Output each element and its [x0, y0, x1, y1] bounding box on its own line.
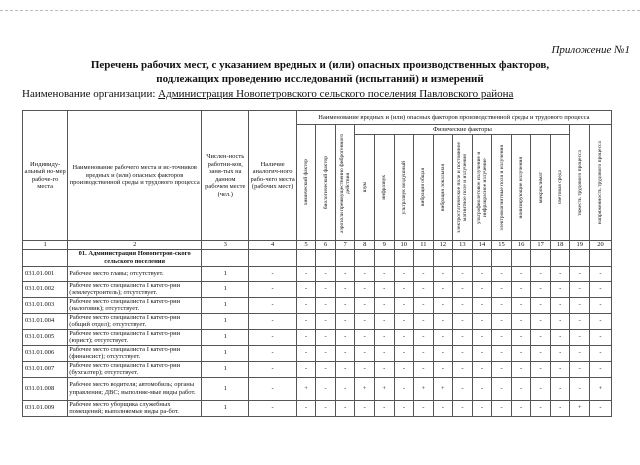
row-factor-value: -	[453, 345, 473, 361]
row-factor-value: -	[589, 266, 611, 281]
row-name: Рабочее место специалиста I катего-рии (общий отдел); отсутствует.	[68, 313, 202, 329]
column-number: 20	[589, 241, 611, 250]
row-count: 1	[202, 281, 249, 297]
row-factor-value: -	[374, 329, 394, 345]
row-factor-value: -	[472, 266, 492, 281]
column-number: 19	[570, 241, 590, 250]
header-count: Числен-ность работни-ков, заня-тых на данном рабочем месте (чел.)	[202, 111, 249, 241]
row-factor-value: -	[394, 297, 414, 313]
row-factor-value: -	[570, 361, 590, 377]
row-name: Рабочее место специалиста I катего-рии (финансист); отсутствует.	[68, 345, 202, 361]
row-factor-value: -	[374, 313, 394, 329]
row-factor-value: -	[296, 329, 316, 345]
row-name: Рабочее место специалиста I катего-рии (налоговик); отсутствует.	[68, 297, 202, 313]
row-factor-value: -	[316, 329, 336, 345]
row-factor-value: -	[492, 377, 512, 400]
row-factor-value: -	[433, 266, 453, 281]
row-factor-value: -	[335, 377, 355, 400]
row-code: 031.01.001	[23, 266, 68, 281]
row-factor-value: -	[355, 361, 375, 377]
row-factor-value: +	[433, 377, 453, 400]
row-factor-value: +	[355, 377, 375, 400]
row-factor-value: -	[249, 266, 296, 281]
row-factor-value: -	[550, 281, 570, 297]
row-factor-value: -	[249, 400, 296, 416]
row-factor-value: -	[570, 313, 590, 329]
table-row	[23, 361, 612, 377]
row-factor-value: -	[355, 400, 375, 416]
row-factor-value: -	[453, 377, 473, 400]
row-factor-value: -	[316, 297, 336, 313]
row-factor-value: -	[589, 297, 611, 313]
row-factor-value: -	[531, 329, 551, 345]
row-name: Рабочее место специалиста I катего-рии (юрист); отсутствует.	[68, 329, 202, 345]
row-factor-value: -	[433, 361, 453, 377]
row-factor-value: -	[414, 345, 434, 361]
row-factor-value: -	[550, 400, 570, 416]
row-code: 031.01.007	[23, 361, 68, 377]
row-count: 1	[202, 266, 249, 281]
row-factor-value: -	[570, 266, 590, 281]
row-factor-value: +	[570, 400, 590, 416]
table-row	[23, 266, 612, 281]
row-factor-value: -	[511, 266, 531, 281]
row-factor-value: -	[550, 377, 570, 400]
row-factor-value: -	[335, 345, 355, 361]
row-count: 1	[202, 400, 249, 416]
row-factor-value: -	[570, 377, 590, 400]
section-row	[23, 249, 612, 266]
page-edge-line	[0, 10, 640, 11]
row-factor-value: -	[394, 329, 414, 345]
row-factor-value: -	[472, 297, 492, 313]
column-number: 9	[374, 241, 394, 250]
header-chemical: химический фактор	[303, 159, 310, 206]
row-factor-value: -	[589, 329, 611, 345]
row-factor-value: -	[249, 377, 296, 400]
column-number: 5	[296, 241, 316, 250]
workplaces-table	[22, 110, 612, 417]
row-code: 031.01.004	[23, 313, 68, 329]
row-factor-value: -	[296, 345, 316, 361]
row-factor-value: -	[453, 313, 473, 329]
row-name: Рабочее место специалиста I катего-рии (землеустроитель); отсутствует.	[68, 281, 202, 297]
row-factor-value: -	[374, 345, 394, 361]
row-factor-value: -	[531, 281, 551, 297]
row-factor-value: -	[492, 266, 512, 281]
column-number: 12	[433, 241, 453, 250]
row-code: 031.01.005	[23, 329, 68, 345]
row-factor-value: -	[550, 345, 570, 361]
row-factor-value: -	[249, 361, 296, 377]
header-severity: тяжесть трудового процесса	[576, 149, 583, 216]
row-factor-value: -	[249, 345, 296, 361]
row-factor-value: -	[550, 361, 570, 377]
row-factor-value: -	[492, 313, 512, 329]
row-factor-value: -	[570, 297, 590, 313]
header-physical-col: вибрация локальная	[439, 163, 446, 212]
row-factor-value: -	[296, 266, 316, 281]
column-number: 6	[316, 241, 336, 250]
row-factor-value: -	[249, 281, 296, 297]
row-factor-value: -	[355, 266, 375, 281]
row-factor-value: -	[433, 281, 453, 297]
row-factor-value: -	[492, 361, 512, 377]
header-aerosols: аэрозоли преимущественно фиброгенного действия	[339, 132, 352, 233]
column-number: 14	[472, 241, 492, 250]
row-count: 1	[202, 297, 249, 313]
row-factor-value: -	[453, 361, 473, 377]
header-physical-col: ионизирующие излучения	[518, 156, 525, 219]
row-factor-value: -	[316, 400, 336, 416]
row-factor-value: -	[374, 281, 394, 297]
row-factor-value: -	[570, 329, 590, 345]
row-factor-value: -	[296, 313, 316, 329]
row-factor-value: +	[296, 377, 316, 400]
header-code: Индивиду-альный но-мер рабоче-го места	[23, 111, 68, 241]
row-factor-value: -	[589, 400, 611, 416]
row-factor-value: -	[433, 297, 453, 313]
header-factors: Наименование вредных и (или) опасных факторов производственной среды и трудового процесса	[296, 111, 611, 125]
row-factor-value: -	[492, 400, 512, 416]
row-factor-value: -	[511, 281, 531, 297]
row-factor-value: -	[355, 329, 375, 345]
row-factor-value: -	[453, 266, 473, 281]
header-physical-col: шум	[361, 182, 368, 193]
table-row	[23, 377, 612, 400]
table-row	[23, 313, 612, 329]
row-factor-value: -	[453, 329, 473, 345]
row-count: 1	[202, 329, 249, 345]
row-factor-value: -	[433, 345, 453, 361]
appendix-label: Приложение №1	[551, 44, 630, 56]
row-factor-value: -	[472, 329, 492, 345]
table-row	[23, 345, 612, 361]
row-factor-value: -	[570, 281, 590, 297]
row-factor-value: -	[589, 313, 611, 329]
row-factor-value: -	[414, 361, 434, 377]
column-number: 10	[394, 241, 414, 250]
row-factor-value: -	[414, 297, 434, 313]
row-factor-value: -	[316, 313, 336, 329]
header-physical-col: ультрафиолетовое излучение и инфракрасное излучение	[475, 151, 488, 224]
row-factor-value: -	[355, 297, 375, 313]
row-name: Рабочее место специалиста I катего-рии (бухгалтер); отсутствует.	[68, 361, 202, 377]
row-factor-value: -	[394, 313, 414, 329]
row-factor-value: -	[453, 297, 473, 313]
row-factor-value: -	[531, 313, 551, 329]
row-factor-value: -	[394, 361, 414, 377]
section-title: 01. Администрация Новопетров-ского сельского поселения	[68, 249, 202, 266]
header-physical-col: вибрация общая	[420, 168, 427, 207]
header-intensity: напряженность трудового процесса	[597, 140, 604, 225]
row-factor-value: -	[335, 361, 355, 377]
organization-label: Наименование организации:	[22, 88, 156, 100]
row-factor-value: -	[249, 313, 296, 329]
table-row	[23, 329, 612, 345]
row-factor-value: -	[589, 281, 611, 297]
row-factor-value: -	[335, 329, 355, 345]
row-factor-value: -	[550, 313, 570, 329]
column-number: 8	[355, 241, 375, 250]
header-physical-col: микроклимат	[537, 171, 544, 204]
row-factor-value: -	[335, 281, 355, 297]
row-factor-value: -	[394, 345, 414, 361]
column-number: 7	[335, 241, 355, 250]
header-name: Наименование рабочего места и ис-точников вредных и (или) опасных факторов производственной среды и трудового процесса	[68, 111, 202, 241]
row-count: 1	[202, 361, 249, 377]
row-factor-value: -	[492, 297, 512, 313]
header-physical-col: электромагнитные поля и излучения	[498, 144, 505, 231]
row-factor-value: -	[433, 329, 453, 345]
row-code: 031.01.002	[23, 281, 68, 297]
row-factor-value: -	[374, 400, 394, 416]
row-factor-value: -	[531, 361, 551, 377]
organization-value: Администрация Новопетровского сельского поселения Павловского района	[158, 88, 514, 100]
header-physical-col: ультразвук воздушный	[400, 160, 407, 215]
row-factor-value: -	[472, 377, 492, 400]
row-factor-value: -	[414, 313, 434, 329]
row-factor-value: -	[414, 266, 434, 281]
row-factor-value: -	[589, 345, 611, 361]
row-factor-value: -	[550, 297, 570, 313]
row-factor-value: -	[531, 345, 551, 361]
row-factor-value: -	[414, 400, 434, 416]
column-number: 15	[492, 241, 512, 250]
document-title-line-1: Перечень рабочих мест, с указанием вредных и (или) опасных производственных факторов,	[90, 59, 550, 71]
row-factor-value: -	[394, 266, 414, 281]
row-factor-value: -	[531, 266, 551, 281]
row-factor-value: -	[511, 329, 531, 345]
table-row	[23, 281, 612, 297]
row-factor-value: -	[355, 281, 375, 297]
row-factor-value: -	[316, 281, 336, 297]
row-factor-value: -	[335, 313, 355, 329]
row-code: 031.01.003	[23, 297, 68, 313]
row-factor-value: -	[453, 400, 473, 416]
row-factor-value: -	[472, 345, 492, 361]
row-factor-value: -	[335, 297, 355, 313]
header-analog: Наличие аналогич-ного рабо-чего места (рабочих мест)	[249, 111, 296, 241]
row-count: 1	[202, 377, 249, 400]
row-factor-value: -	[511, 400, 531, 416]
row-factor-value: -	[394, 281, 414, 297]
row-factor-value: -	[589, 361, 611, 377]
row-name: Рабочее место водителя; автомобиль; органы управления; ДВС; выполняе-мые виды работ.	[68, 377, 202, 400]
row-factor-value: -	[472, 313, 492, 329]
row-factor-value: +	[414, 377, 434, 400]
row-factor-value: -	[249, 329, 296, 345]
column-number: 11	[414, 241, 434, 250]
row-factor-value: -	[414, 329, 434, 345]
header-physical-col: световая среда	[557, 170, 564, 205]
column-number: 3	[202, 241, 249, 250]
row-code: 031.01.009	[23, 400, 68, 416]
row-factor-value: -	[570, 345, 590, 361]
row-name: Рабочее место уборщика служебных помещений; выполняемые виды ра-бот.	[68, 400, 202, 416]
row-factor-value: -	[472, 361, 492, 377]
row-factor-value: -	[511, 377, 531, 400]
header-physical-col: электростатическое поле и постоянное магнитное поле и излучения	[456, 142, 469, 233]
row-factor-value: +	[374, 377, 394, 400]
row-factor-value: -	[296, 297, 316, 313]
row-factor-value: +	[589, 377, 611, 400]
row-factor-value: -	[296, 281, 316, 297]
row-factor-value: -	[316, 377, 336, 400]
row-factor-value: -	[355, 313, 375, 329]
row-factor-value: -	[550, 329, 570, 345]
row-factor-value: -	[414, 281, 434, 297]
organization-line	[22, 88, 513, 100]
row-factor-value: -	[492, 281, 512, 297]
row-factor-value: -	[316, 345, 336, 361]
column-number: 13	[453, 241, 473, 250]
row-factor-value: -	[531, 377, 551, 400]
row-factor-value: -	[374, 266, 394, 281]
document-title-line-2: подлежащих проведению исследований (испытаний) и измерений	[156, 73, 484, 85]
row-code: 031.01.008	[23, 377, 68, 400]
row-factor-value: -	[472, 281, 492, 297]
row-factor-value: -	[355, 345, 375, 361]
row-factor-value: -	[531, 400, 551, 416]
row-factor-value: -	[433, 313, 453, 329]
row-factor-value: -	[531, 297, 551, 313]
row-factor-value: -	[374, 297, 394, 313]
row-factor-value: -	[472, 400, 492, 416]
row-factor-value: -	[335, 266, 355, 281]
row-count: 1	[202, 313, 249, 329]
table-row	[23, 400, 612, 416]
header-biological: биологический фактор	[322, 155, 329, 210]
column-number: 2	[68, 241, 202, 250]
row-factor-value: -	[511, 313, 531, 329]
table-row	[23, 297, 612, 313]
column-number: 17	[531, 241, 551, 250]
row-factor-value: -	[249, 297, 296, 313]
header-physical-col: инфразвук	[381, 175, 388, 200]
row-factor-value: -	[511, 297, 531, 313]
row-factor-value: -	[492, 345, 512, 361]
column-number: 4	[249, 241, 296, 250]
row-factor-value: -	[511, 345, 531, 361]
row-factor-value: -	[374, 361, 394, 377]
row-factor-value: -	[394, 377, 414, 400]
row-factor-value: -	[550, 266, 570, 281]
row-factor-value: -	[335, 400, 355, 416]
row-factor-value: -	[453, 281, 473, 297]
row-factor-value: -	[296, 400, 316, 416]
header-physical: Физические факторы	[355, 125, 570, 135]
row-factor-value: -	[511, 361, 531, 377]
column-number-row	[23, 241, 612, 250]
row-factor-value: -	[433, 400, 453, 416]
column-number: 1	[23, 241, 68, 250]
row-name: Рабочее место главы; отсутствует.	[68, 266, 202, 281]
row-count: 1	[202, 345, 249, 361]
row-factor-value: -	[492, 329, 512, 345]
row-code: 031.01.006	[23, 345, 68, 361]
column-number: 16	[511, 241, 531, 250]
row-factor-value: -	[316, 266, 336, 281]
row-factor-value: -	[316, 361, 336, 377]
row-factor-value: -	[394, 400, 414, 416]
column-number: 18	[550, 241, 570, 250]
row-factor-value: -	[296, 361, 316, 377]
